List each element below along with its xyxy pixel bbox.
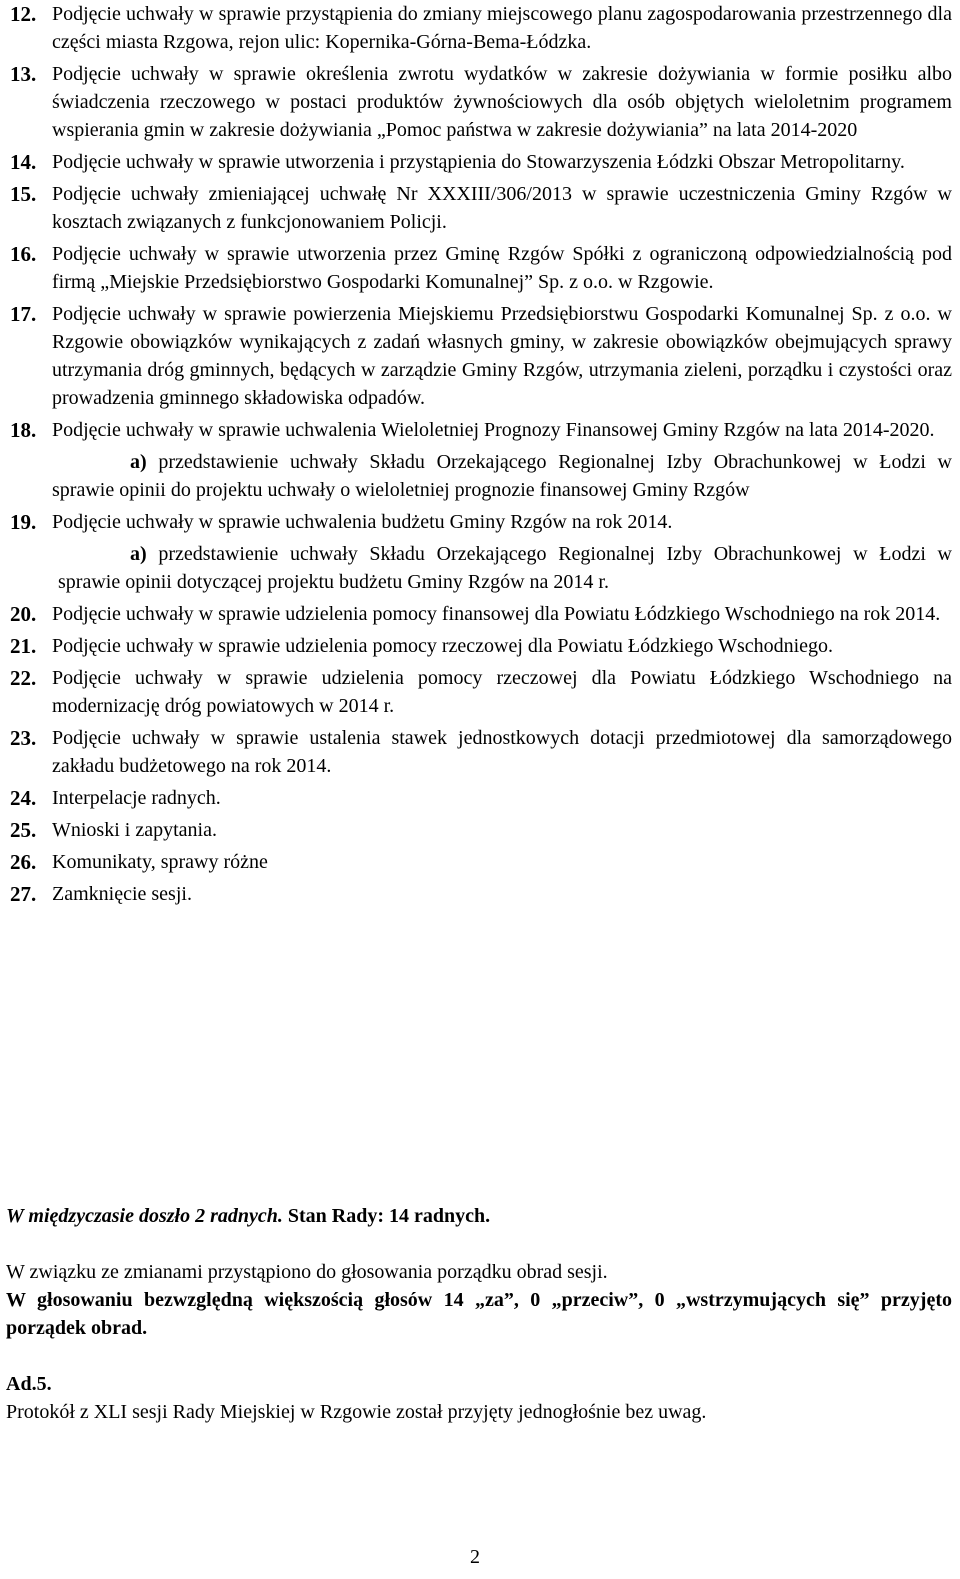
item-text: Podjęcie uchwały w sprawie uchwalenia Wieloletniej Prognozy Finansowej Gminy Rzgów na lata 2014-2020. [52,419,935,441]
item-text: Wnioski i zapytania. [52,819,217,841]
item-text: Podjęcie uchwały w sprawie powierzenia Miejskiemu Przedsiębiorstwu Gospodarki Komunalnej Sp. z o.o. w Rzgowie obowiązków wynikających z zadań własnych gminy, w zakresie obowiązków obejmujących sprawy utrzymania dróg gminnych, będących w zarządzie Gminy Rzgów, utrzymania zieleni, porządku i czystości oraz prowadzenia gminnego składowiska odpadów. [52,303,952,409]
item-number: 19. [10,510,37,534]
ad5-heading: Ad.5. [6,1373,52,1395]
agenda-item-12 [10,0,952,56]
agenda-item-24 [10,784,952,812]
subitem-text: przedstawienie uchwały Składu Orzekającego Regionalnej Izby Obrachunkowej w Łodzi w sprawie opinii do projektu uchwały o wieloletniej prognozie finansowej Gminy Rzgów [52,451,952,501]
agenda-item-16 [10,240,952,296]
agenda-item-26 [10,848,952,876]
agenda-item-13 [10,60,952,144]
item-text: Podjęcie uchwały w sprawie utworzenia i przystąpienia do Stowarzyszenia Łódzki Obszar Metropolitarny. [52,151,905,173]
agenda-item-19 [10,508,952,536]
item-text: Podjęcie uchwały w sprawie udzielenia pomocy finansowej dla Powiatu Łódzkiego Wschodniego na rok 2014. [52,603,941,625]
vote-result: W głosowaniu bezwzględną większością głosów 14 „za”, 0 „przeciw”, 0 „wstrzymujących się” przyjęto porządek obrad. [6,1289,952,1339]
agenda-item-17 [10,300,952,412]
agenda-subitem-19a [10,540,952,596]
agenda-subitem-18a [10,448,952,504]
attendance-note [6,1202,952,1230]
item-text: Interpelacje radnych. [52,787,221,809]
item-number: 27. [10,882,37,906]
agenda-item-22 [10,664,952,720]
item-number: 12. [10,2,37,26]
item-number: 25. [10,818,37,842]
vote-intro: W związku ze zmianami przystąpiono do głosowania porządku obrad sesji. [6,1261,608,1283]
item-number: 17. [10,302,37,326]
agenda-item-21 [10,632,952,660]
attendance-bold: Stan Rady: 14 radnych. [282,1205,491,1227]
page-number: 2 [470,1546,480,1568]
item-number: 24. [10,786,37,810]
item-text: Podjęcie uchwały w sprawie utworzenia przez Gminę Rzgów Spółki z ograniczoną odpowiedzialnością pod firmą „Miejskie Przedsiębiorstwo Gospodarki Komunalnej” Sp. z o.o. w Rzgowie. [52,243,952,293]
item-text: Zamknięcie sesji. [52,883,192,905]
agenda-item-23 [10,724,952,780]
subitem-label: a) [130,543,147,565]
agenda-item-27 [10,880,952,908]
item-text: Podjęcie uchwały w sprawie uchwalenia budżetu Gminy Rzgów na rok 2014. [52,511,673,533]
item-text: Podjęcie uchwały w sprawie przystąpienia do zmiany miejscowego planu zagospodarowania przestrzennego dla części miasta Rzgowa, rejon ulic: Kopernika-Górna-Bema-Łódzka. [52,3,952,53]
item-number: 22. [10,666,37,690]
item-number: 20. [10,602,37,626]
item-text: Podjęcie uchwały w sprawie udzielenia pomocy rzeczowej dla Powiatu Łódzkiego Wschodniego na modernizację dróg powiatowych w 2014 r. [52,667,952,717]
ad5-text: Protokół z XLI sesji Rady Miejskiej w Rzgowie został przyjęty jednogłośnie bez uwag. [6,1401,707,1423]
item-text: Podjęcie uchwały zmieniającej uchwałę Nr XXXIII/306/2013 w sprawie uczestniczenia Gminy Rzgów w kosztach związanych z funkcjonowaniem Policji. [52,183,952,233]
agenda-item-15 [10,180,952,236]
item-text: Komunikaty, sprawy różne [52,851,268,873]
item-number: 16. [10,242,37,266]
item-number: 13. [10,62,37,86]
item-number: 23. [10,726,37,750]
item-number: 15. [10,182,37,206]
agenda-list [10,0,952,908]
item-number: 26. [10,850,37,874]
agenda-item-20 [10,600,952,628]
subitem-text: przedstawienie uchwały Składu Orzekającego Regionalnej Izby Obrachunkowej w Łodzi w sprawie opinii dotyczącej projektu budżetu Gminy Rzgów na 2014 r. [58,543,952,593]
item-text: Podjęcie uchwały w sprawie określenia zwrotu wydatków w zakresie dożywiania w formie posiłku albo świadczenia rzeczowego w postaci produktów żywnościowych dla osób objętych wieloletnim programem wspierania gmin w zakresie dożywiania „Pomoc państwa w zakresie dożywiania” na lata 2014-2020 [52,63,952,141]
item-number: 21. [10,634,37,658]
agenda-item-14 [10,148,952,176]
agenda-item-18 [10,416,952,444]
attendance-italic: W międzyczasie doszło 2 radnych. [6,1205,283,1227]
subitem-label: a) [130,451,147,473]
item-text: Podjęcie uchwały w sprawie ustalenia stawek jednostkowych dotacji przedmiotowej dla samorządowego zakładu budżetowego na rok 2014. [52,727,952,777]
item-number: 18. [10,418,37,442]
item-text: Podjęcie uchwały w sprawie udzielenia pomocy rzeczowej dla Powiatu Łódzkiego Wschodniego. [52,635,834,657]
item-number: 14. [10,150,37,174]
agenda-item-25 [10,816,952,844]
